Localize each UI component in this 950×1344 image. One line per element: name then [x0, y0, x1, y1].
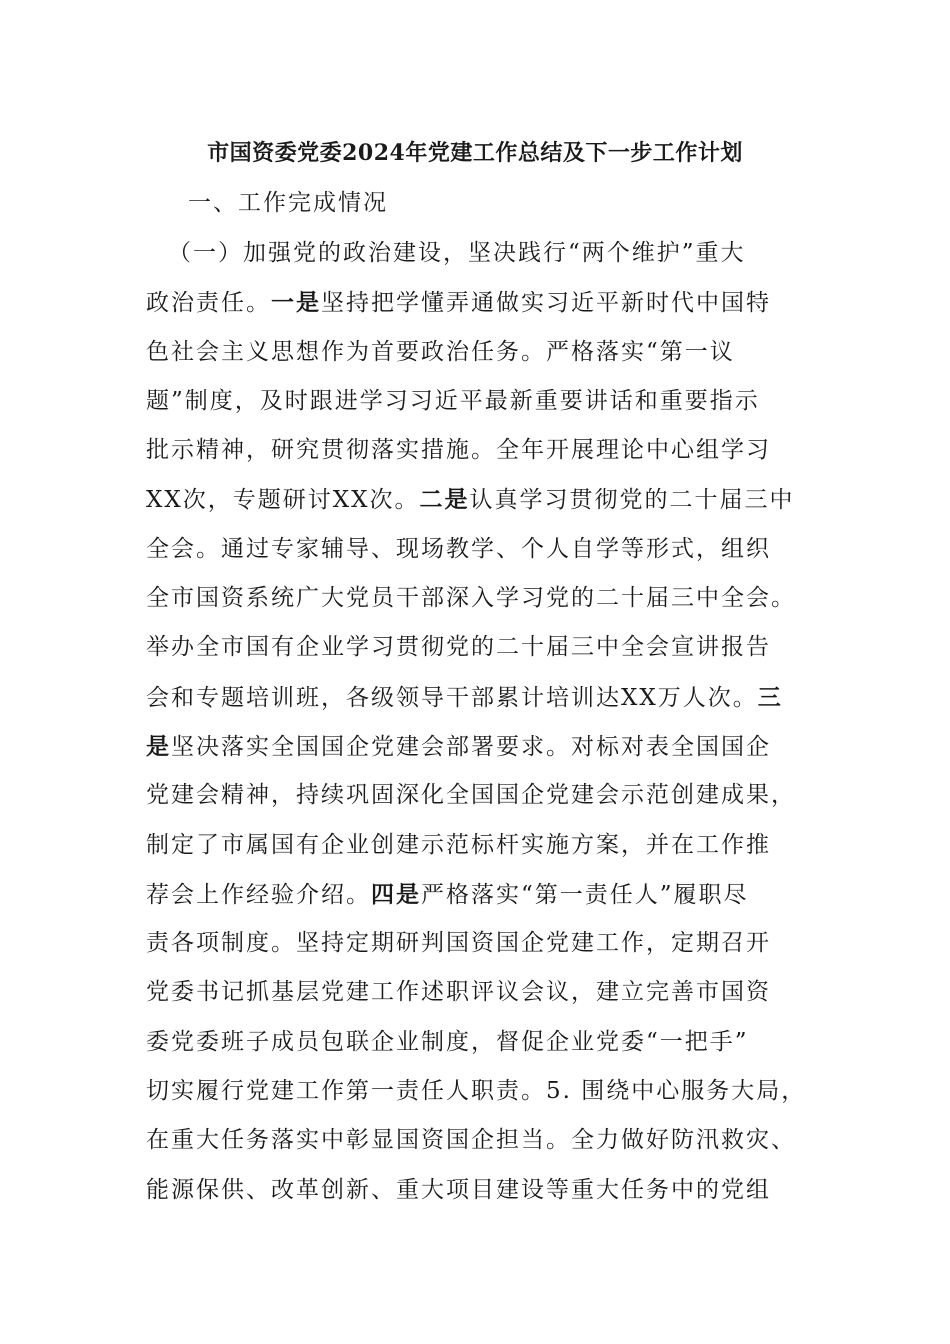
text-run: 严格落实“第一责任人”履职尽: [421, 881, 749, 908]
emphasis-marker: 三: [757, 683, 783, 711]
paragraph-line: [146, 919, 826, 968]
paragraph-line: [146, 821, 826, 870]
paragraph-line: [146, 328, 826, 377]
text-run: 举办全市国有企业学习贯彻党的二十届三中全会宣讲报告: [146, 634, 771, 661]
paragraph-line: [146, 1067, 826, 1116]
text-run: 能源保供、改革创新、重大项目建设等重大任务中的党组: [146, 1176, 771, 1203]
paragraph-line: [146, 1116, 826, 1165]
paragraph-line: [146, 1166, 826, 1215]
text-run: 会和专题培训班，各级领导干部累计培训达XX万人次。: [146, 684, 758, 711]
document-title: 市国资委党委2024年党建工作总结及下一步工作计划: [207, 140, 743, 166]
paragraph-line: [146, 278, 826, 327]
text-run: 全会。通过专家辅导、现场教学、个人自学等形式，组织: [146, 535, 771, 562]
text-run: 荐会上作经验介绍。: [146, 881, 371, 908]
paragraph-line: [146, 968, 826, 1017]
section-heading: 一、工作完成情况: [188, 190, 388, 216]
text-run: 切实履行党建工作第一责任人职责。5. 围绕中心服务大局，: [146, 1078, 807, 1105]
paragraph-line: [146, 623, 826, 672]
paragraph-line: [146, 525, 826, 574]
paragraph-line: [146, 377, 826, 426]
paragraph-line: [146, 229, 826, 278]
text-run: 责各项制度。坚持定期研判国资国企党建工作，定期召开: [146, 930, 771, 957]
text-run: 党委书记抓基层党建工作述职评议会议，建立完善市国资: [146, 979, 771, 1006]
text-run: 制定了市属国有企业创建示范标杆实施方案，并在工作推: [146, 831, 771, 858]
paragraph-line: [146, 771, 826, 820]
paragraph-line: [146, 574, 826, 623]
paragraph-line: [146, 870, 826, 919]
text-run: 色社会主义思想作为首要政治任务。严格落实“第一议: [146, 338, 735, 365]
text-run: 坚决落实全国国企党建会部署要求。对标对表全国国企: [171, 733, 771, 760]
paragraph-line: [146, 722, 826, 771]
emphasis-marker: 四是: [371, 880, 421, 908]
text-run: 委党委班子成员包联企业制度，督促企业党委“一把手”: [146, 1028, 749, 1055]
text-run: 坚持把学懂弄通做实习近平新时代中国特: [321, 290, 771, 317]
paragraph-line: [146, 426, 826, 475]
text-run: 批示精神，研究贯彻落实措施。全年开展理论中心组学习: [146, 437, 771, 464]
emphasis-marker: 二是: [419, 486, 470, 514]
emphasis-marker: 是: [146, 732, 171, 760]
text-run: XX次，专题研讨XX次。: [146, 487, 420, 514]
text-run: 政治责任。: [146, 290, 271, 317]
paragraph-line: [146, 1018, 826, 1067]
paragraph-line: [146, 475, 826, 524]
text-run: 题”制度，及时跟进学习习近平最新重要讲话和重要指示: [146, 387, 760, 414]
text-run: 在重大任务落实中彰显国资国企担当。全力做好防汛救灾、: [146, 1127, 796, 1154]
text-run: 全市国资系统广大党员干部深入学习党的二十届三中全会。: [146, 585, 796, 612]
text-run: 党建会精神，持续巩固深化全国国企党建会示范创建成果，: [146, 782, 796, 809]
text-run: （一）加强党的政治建设，坚决践行“两个维护”重大: [168, 240, 746, 266]
paragraph-line: [146, 673, 826, 722]
body-paragraph: [146, 229, 826, 1215]
text-run: 认真学习贯彻党的二十届三中: [469, 487, 795, 514]
emphasis-marker: 一是: [271, 289, 321, 317]
